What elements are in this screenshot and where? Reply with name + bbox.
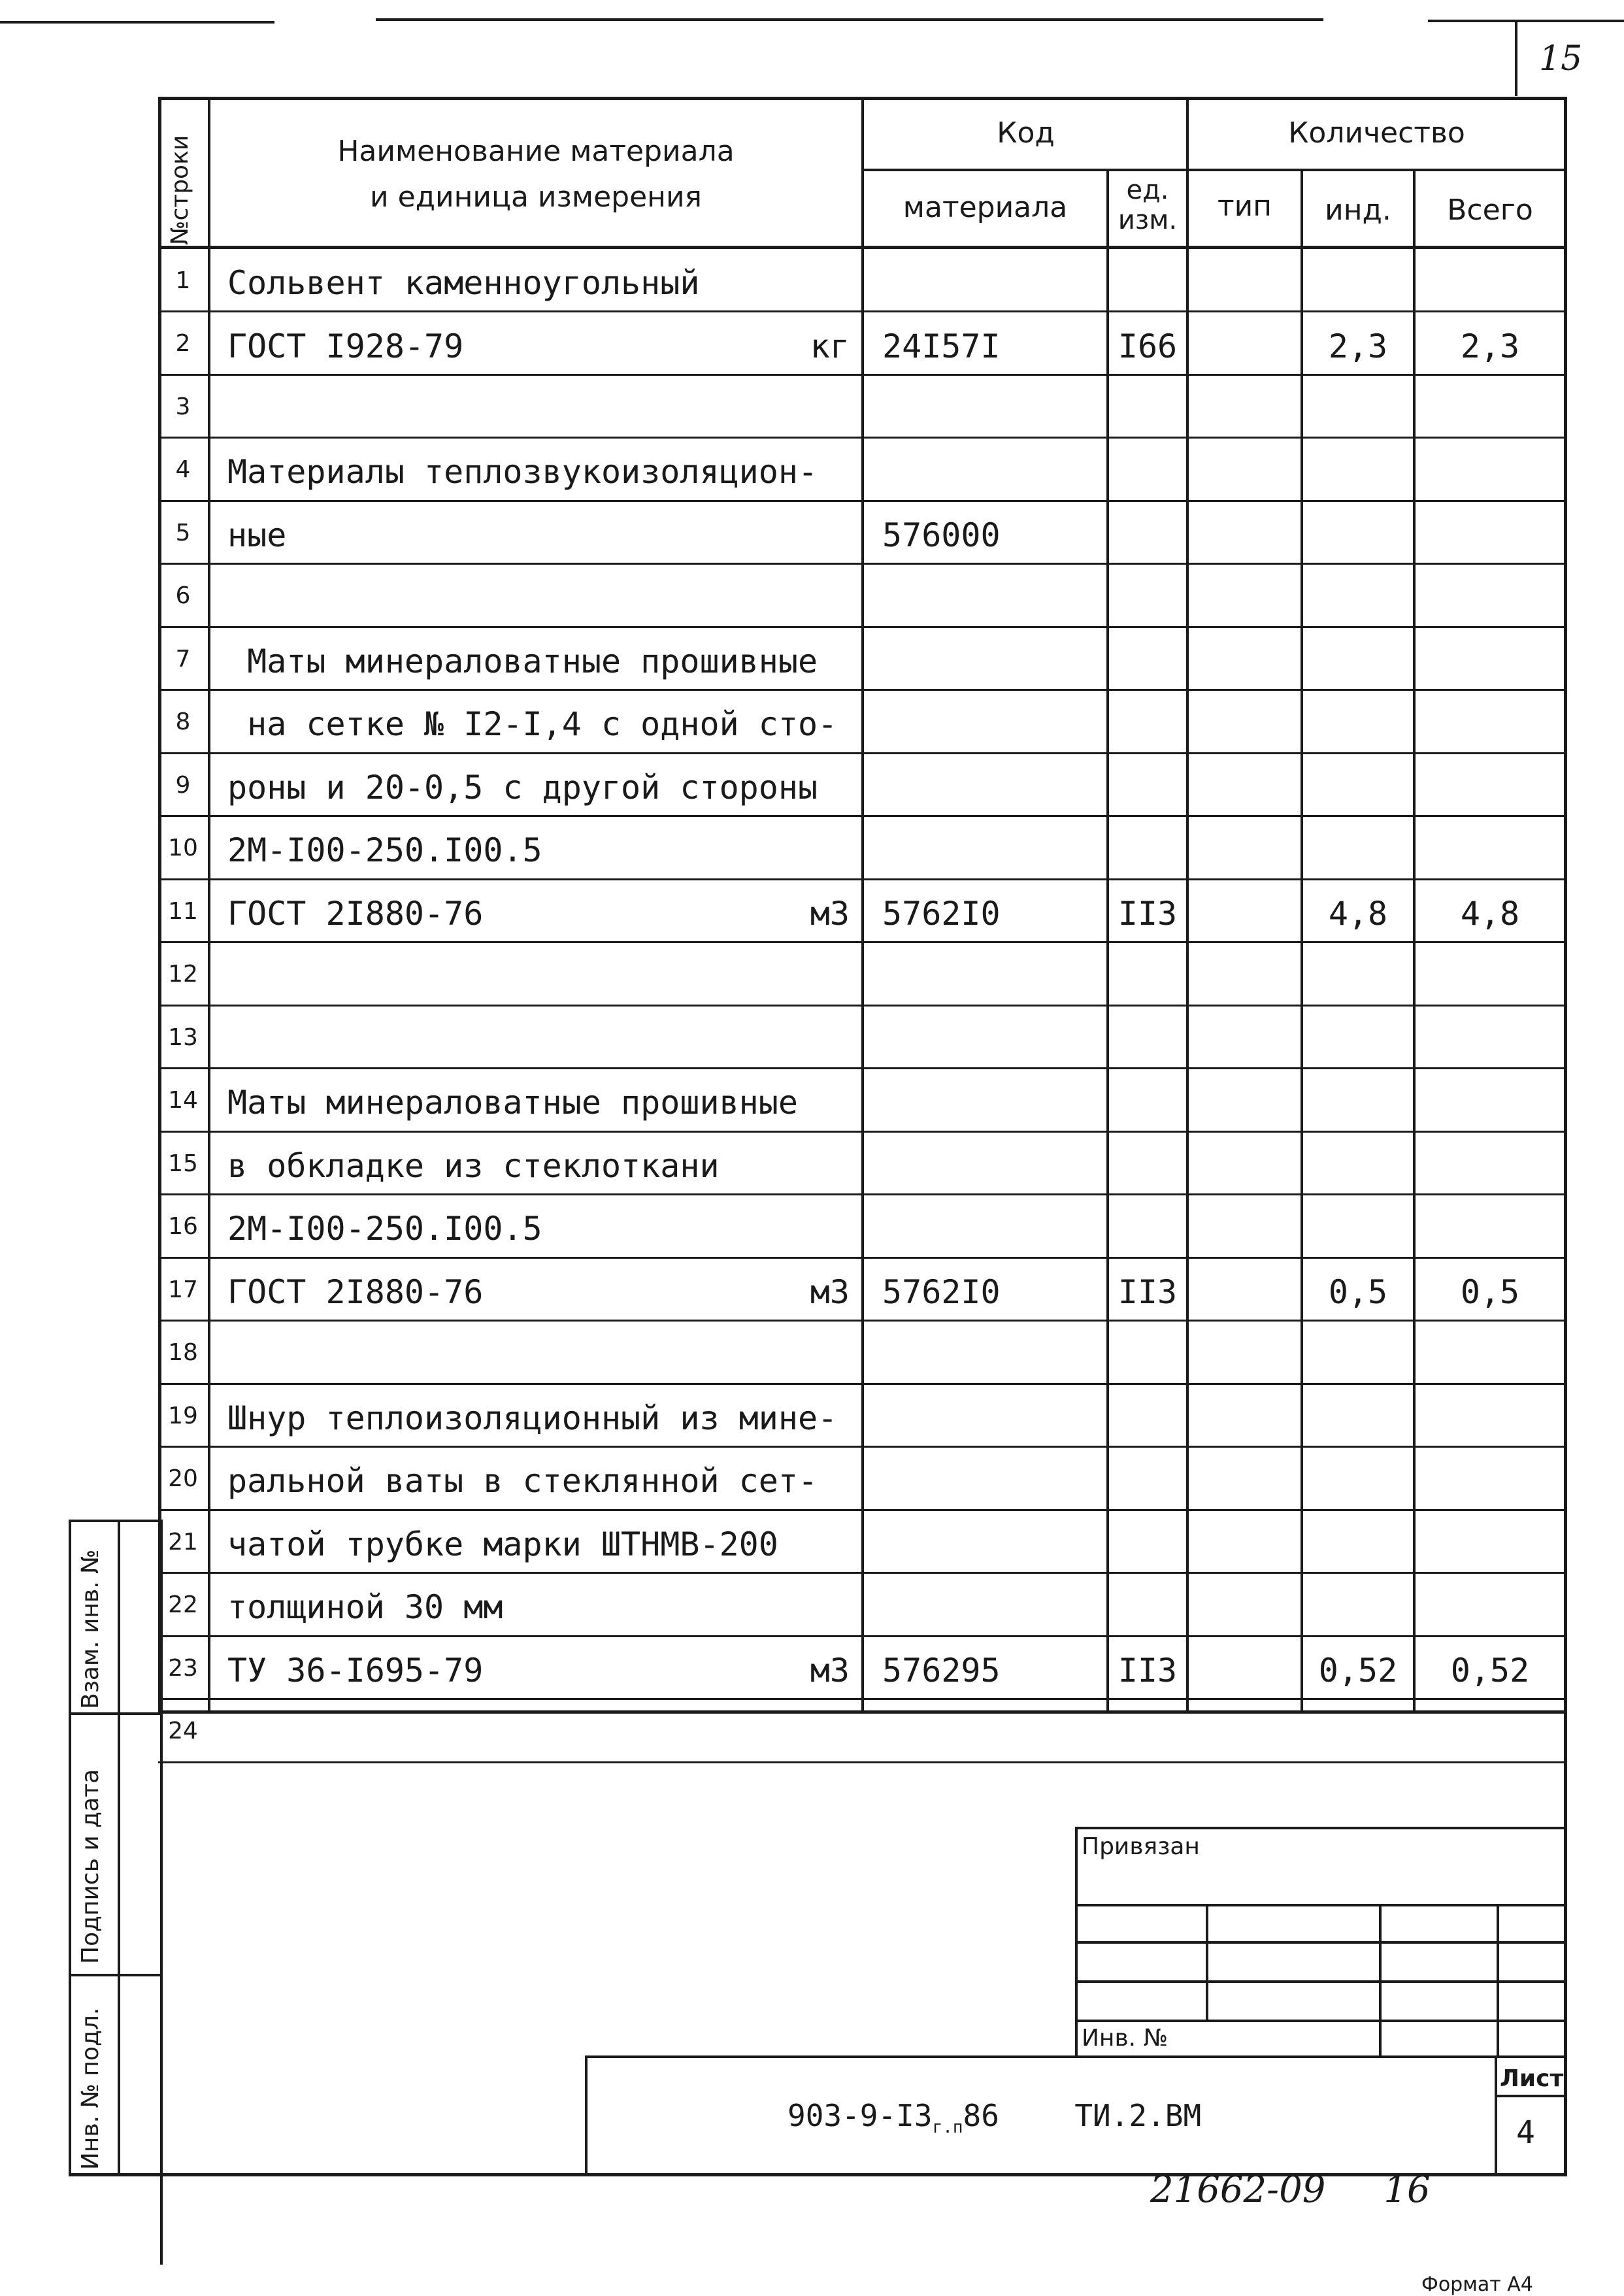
material-name: ТУ 36-I695-79 [227,1651,484,1689]
material-name: чатой трубке марки ШТНМВ-200 [227,1525,778,1563]
material-name: ральной ваты в стеклянной сет- [227,1462,818,1501]
material-code: 24I57I [882,327,1001,365]
material-name: 2М-I00-250.I00.5 [227,1210,542,1248]
header-q-total: Всего [1447,193,1533,227]
row-number: 20 [168,1465,198,1493]
page-number: 15 [1539,39,1583,78]
material-name: ГОСТ 2I880-76 [227,1273,484,1311]
row-divider [158,374,1567,376]
row-divider [158,1067,1567,1069]
material-name: толщиной 30 мм [227,1588,503,1627]
row-number: 21 [168,1528,198,1556]
row-number: 22 [168,1591,198,1619]
material-name: на сетке № I2-I,4 с одной сто- [227,705,838,744]
row-divider [158,1761,1567,1763]
unit-code: II3 [1118,894,1178,933]
header-code-unit-1: ед. [1126,175,1169,205]
row-number: 11 [168,897,198,925]
qty-individual: 4,8 [1328,894,1388,933]
inv-no-label: Инв. № [1082,2025,1168,2052]
unit-of-measure: м3 [810,1651,850,1689]
row-number: 14 [168,1087,198,1114]
material-name: Материалы теплозвукоизоляцион- [227,453,818,491]
unit-code: I66 [1118,327,1178,365]
material-name: 2М-I00-250.I00.5 [227,831,542,870]
row-divider [158,815,1567,817]
row-number: 5 [175,519,191,546]
row-divider [158,1320,1567,1322]
header-code: Код [997,116,1055,150]
row-divider [158,752,1567,754]
material-code: 5762I0 [882,1273,1001,1311]
stamp-podpis-data: Подпись и дата [77,1769,104,1964]
qty-total: 0,52 [1450,1651,1530,1689]
row-number: 15 [168,1150,198,1177]
designation-sub: г.п [932,2118,963,2138]
row-number: 19 [168,1402,198,1429]
stamp-inv-podl: Инв. № подл. [77,2007,104,2170]
row-divider [158,1446,1567,1448]
row-divider [158,1509,1567,1511]
header-name-line1: Наименование материала [337,135,735,168]
row-number: 10 [168,835,198,862]
unit-code: II3 [1118,1273,1178,1311]
handwritten-archive-number: 21662-09 16 [1150,2169,1431,2211]
row-divider [158,941,1567,943]
header-row-number: №строки [167,135,193,245]
qty-total: 2,3 [1460,327,1520,365]
row-number: 24 [168,1718,198,1745]
row-number: 9 [175,771,191,799]
header-q-type: тип [1218,190,1272,223]
row-number: 6 [175,582,191,610]
row-number: 2 [175,330,191,358]
material-code: 576000 [882,516,1001,554]
row-divider [158,1257,1567,1259]
material-name: роны и 20-0,5 с другой стороны [227,768,818,807]
material-code: 5762I0 [882,894,1001,933]
row-divider [158,878,1567,880]
qty-individual: 2,3 [1328,327,1388,365]
unit-of-measure: м3 [810,894,850,933]
row-number: 12 [168,961,198,988]
qty-total: 4,8 [1460,894,1520,933]
row-number: 13 [168,1023,198,1051]
header-code-material: материала [903,191,1068,224]
material-name: ГОСТ 2I880-76 [227,894,484,933]
privyazan-label: Привязан [1082,1833,1200,1860]
designation-year: 86 [963,2098,999,2133]
row-number: 3 [175,393,191,420]
unit-of-measure: кг [810,327,850,365]
unit-code: II3 [1118,1651,1178,1689]
material-name: Шнур теплоизоляционный из мине- [227,1399,838,1437]
row-number: 23 [168,1654,198,1682]
material-name: в обкладке из стеклоткани [227,1146,720,1185]
unit-of-measure: м3 [810,1273,850,1311]
format-label: Формат А4 [1421,2273,1533,2296]
material-name: ГОСТ I928-79 [227,327,464,365]
row-number: 7 [175,645,191,673]
list-label: Лист [1500,2065,1564,2092]
row-divider [158,689,1567,691]
document-designation [787,2098,1201,2137]
row-divider [158,1131,1567,1133]
row-number: 1 [175,267,191,294]
designation-main: 903-9-I3 [787,2098,933,2133]
header-quantity: Количество [1288,116,1465,150]
row-divider [158,626,1567,628]
row-divider [158,1635,1567,1637]
qty-individual: 0,52 [1318,1651,1398,1689]
row-number: 17 [168,1276,198,1303]
row-divider [158,1698,1567,1700]
row-divider [158,437,1567,439]
row-divider [158,1193,1567,1195]
header-q-ind: инд. [1325,193,1391,227]
row-divider [158,1005,1567,1007]
material-name: Сольвент каменноугольный [227,264,700,303]
header-name-line2: и единица измерения [369,180,703,214]
designation-code: ТИ.2.ВМ [1074,2098,1202,2133]
row-number: 4 [175,456,191,484]
header-code-unit-2: изм. [1118,205,1178,235]
qty-total: 0,5 [1460,1273,1520,1311]
material-name: Маты минераловатные прошивные [227,1084,798,1122]
row-number: 8 [175,708,191,736]
row-divider [158,310,1567,312]
material-name: Маты минераловатные прошивные [227,642,818,680]
row-number: 18 [168,1339,198,1367]
row-divider [158,1572,1567,1574]
list-number: 4 [1516,2114,1535,2151]
stamp-vzam-inv: Взам. инв. № [77,1549,104,1709]
row-number: 16 [168,1213,198,1240]
row-divider [158,563,1567,565]
material-name: ные [227,516,287,554]
row-divider [158,500,1567,502]
material-code: 576295 [882,1651,1001,1689]
row-divider [158,1383,1567,1385]
qty-individual: 0,5 [1328,1273,1388,1311]
